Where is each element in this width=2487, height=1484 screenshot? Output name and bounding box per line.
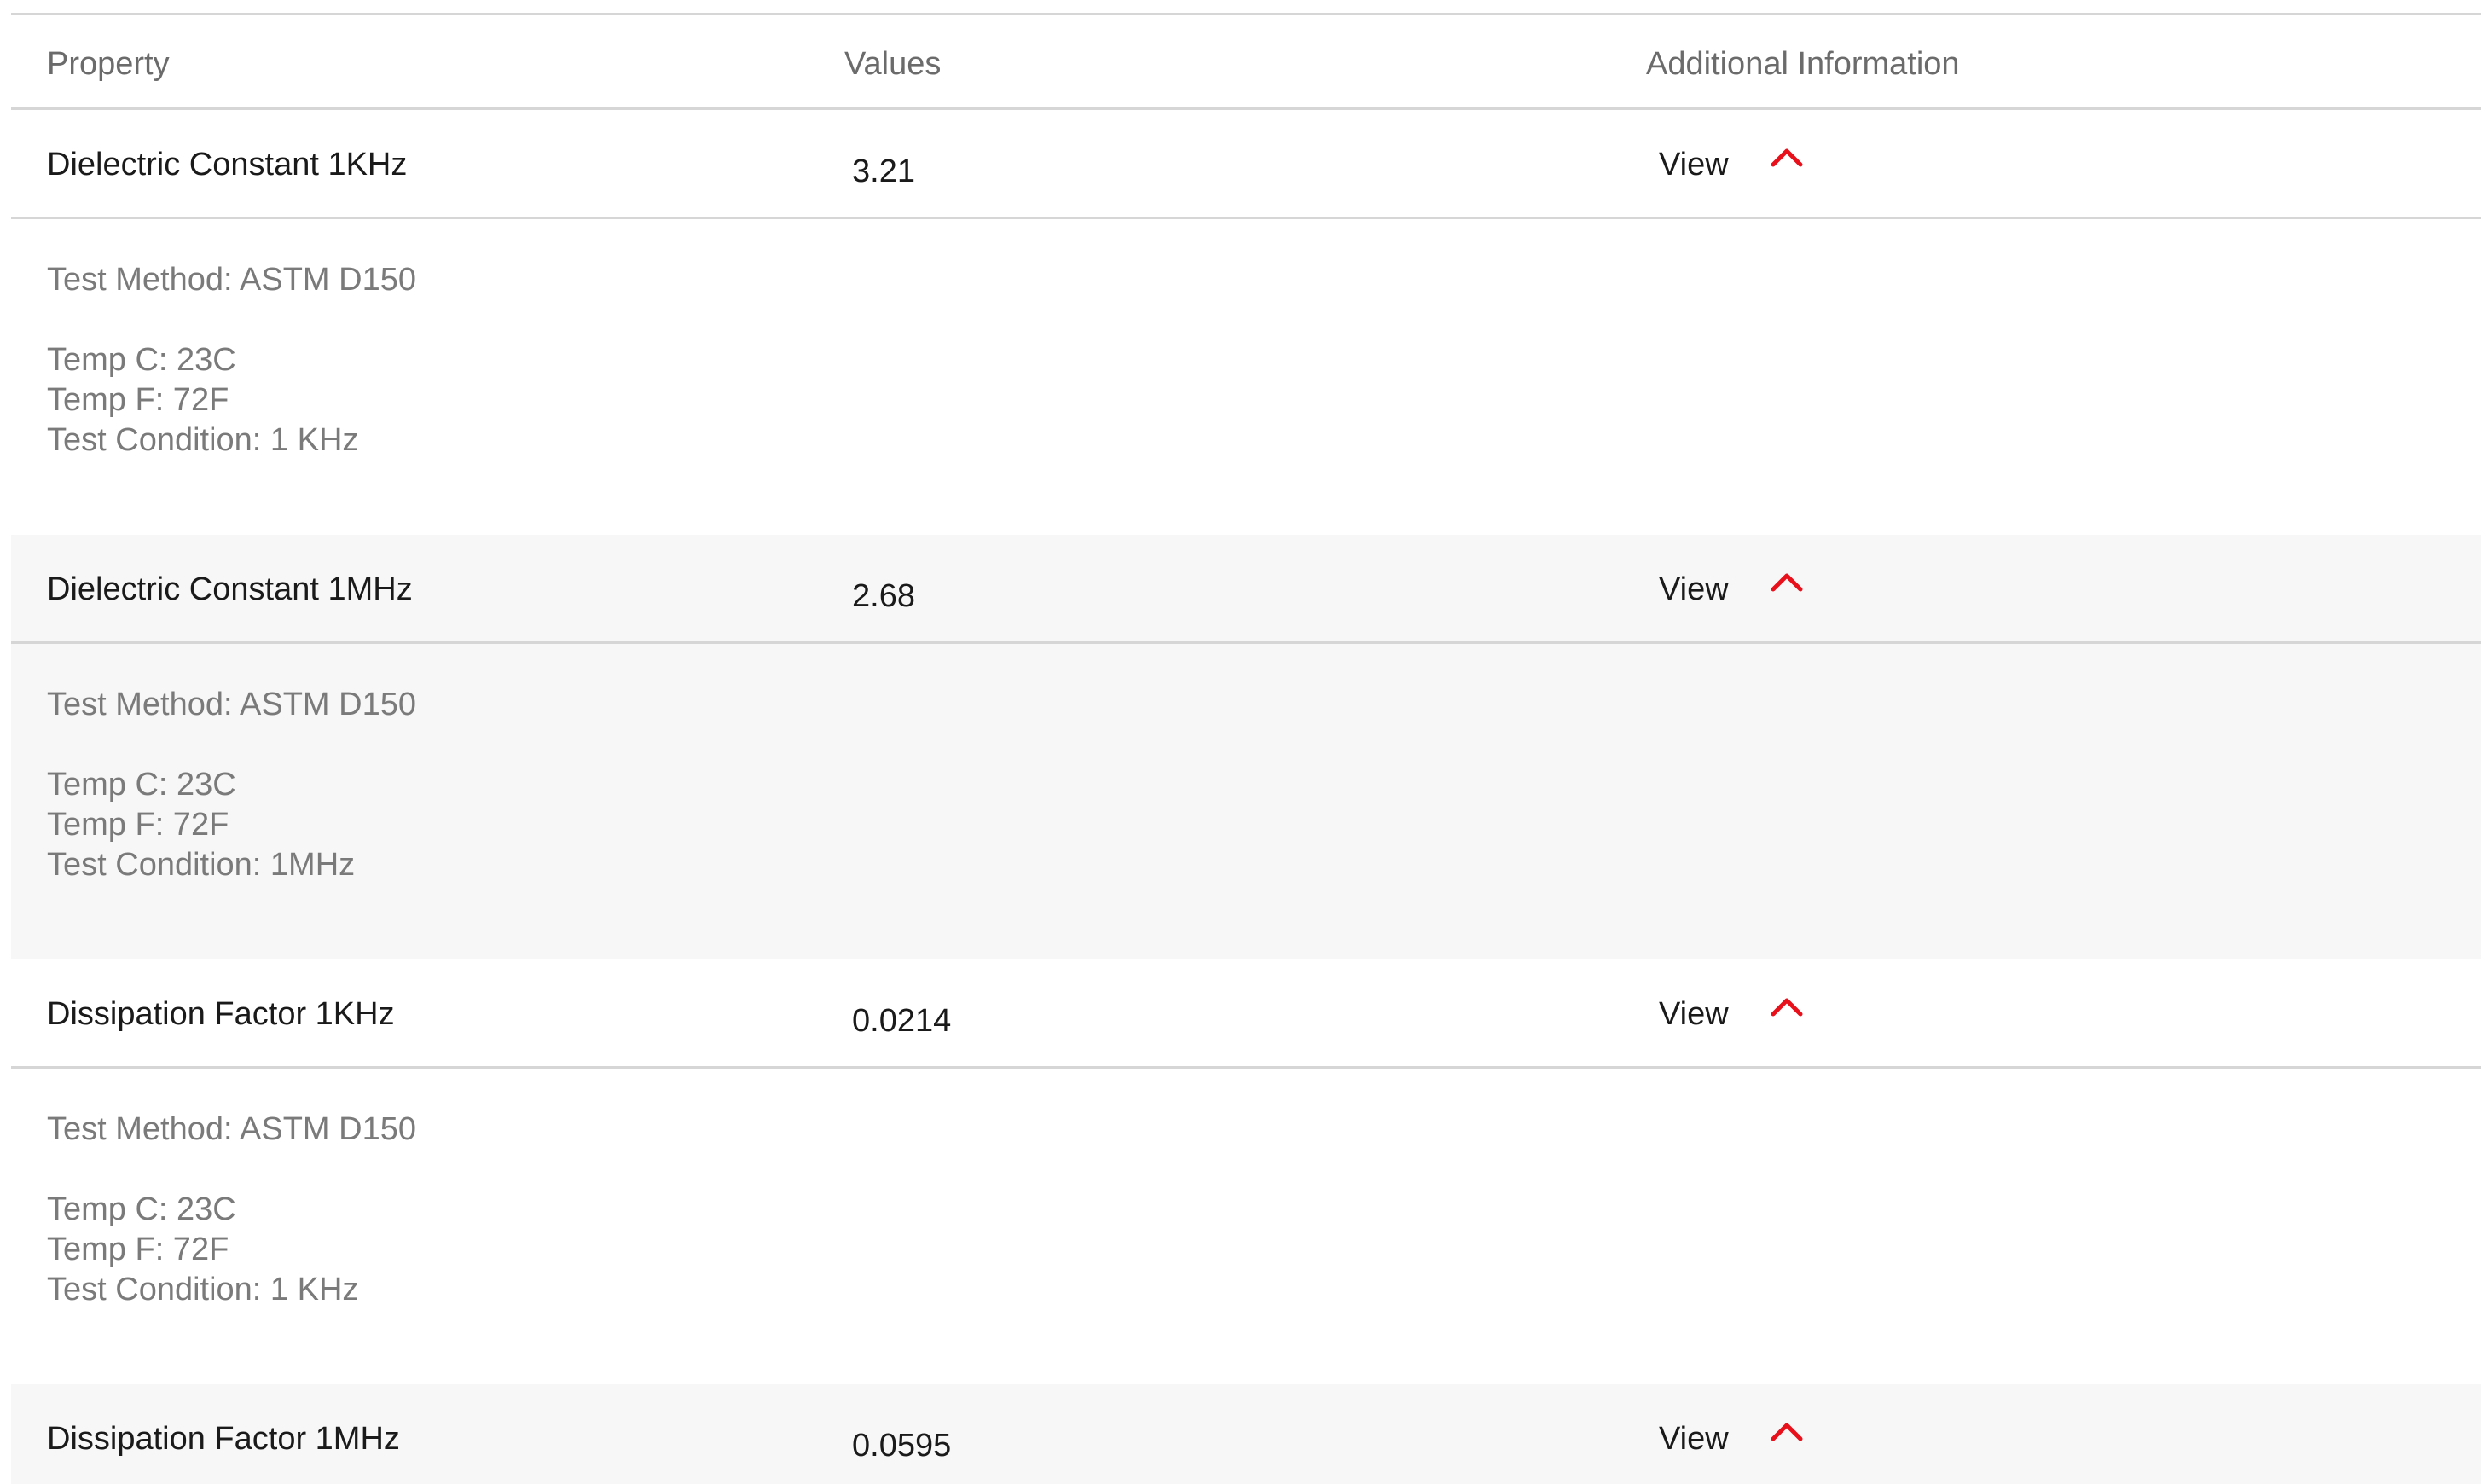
property-name: Dielectric Constant 1MHz (47, 571, 413, 607)
view-link[interactable]: View (1659, 571, 1729, 607)
test-method: Test Method: ASTM D150 (47, 262, 416, 298)
view-link[interactable]: View (1659, 1421, 1729, 1457)
view-link[interactable]: View (1659, 996, 1729, 1032)
chevron-up-icon[interactable] (1768, 144, 1806, 170)
temp-c: Temp C: 23C (47, 1191, 236, 1227)
additional-info-panel (11, 644, 2481, 959)
property-name: Dissipation Factor 1MHz (47, 1421, 400, 1457)
header-property: Property (47, 46, 170, 82)
property-name: Dissipation Factor 1KHz (47, 996, 395, 1032)
property-group-dissipation-factor-1mhz (11, 1384, 2481, 1484)
additional-info-panel (11, 219, 2481, 535)
property-value: 0.0595 (852, 1428, 952, 1464)
table-row (11, 1384, 2481, 1484)
temp-f: Temp F: 72F (47, 807, 229, 843)
temp-c: Temp C: 23C (47, 767, 236, 803)
temp-f: Temp F: 72F (47, 382, 229, 418)
table-row (11, 110, 2481, 219)
property-value: 0.0214 (852, 1003, 952, 1039)
table-row (11, 959, 2481, 1069)
property-group-dielectric-constant-1mhz (11, 535, 2481, 959)
test-condition: Test Condition: 1 KHz (47, 1272, 359, 1307)
property-value: 3.21 (852, 154, 915, 189)
property-name: Dielectric Constant 1KHz (47, 147, 408, 183)
chevron-up-icon[interactable] (1768, 994, 1806, 1019)
test-method: Test Method: ASTM D150 (47, 687, 416, 722)
property-group-dissipation-factor-1khz (11, 959, 2481, 1384)
chevron-up-icon[interactable] (1768, 1418, 1806, 1444)
table-header (11, 13, 2481, 110)
properties-table (11, 13, 2481, 1484)
additional-info-panel (11, 1069, 2481, 1384)
test-condition: Test Condition: 1 KHz (47, 422, 359, 458)
test-method: Test Method: ASTM D150 (47, 1111, 416, 1147)
test-condition: Test Condition: 1MHz (47, 847, 356, 883)
header-additional-information: Additional Information (1646, 46, 1960, 82)
temp-f: Temp F: 72F (47, 1232, 229, 1267)
chevron-up-icon[interactable] (1768, 569, 1806, 594)
temp-c: Temp C: 23C (47, 342, 236, 378)
property-value: 2.68 (852, 578, 915, 614)
header-values: Values (844, 46, 942, 82)
table-row (11, 535, 2481, 644)
property-group-dielectric-constant-1khz (11, 110, 2481, 535)
view-link[interactable]: View (1659, 147, 1729, 183)
